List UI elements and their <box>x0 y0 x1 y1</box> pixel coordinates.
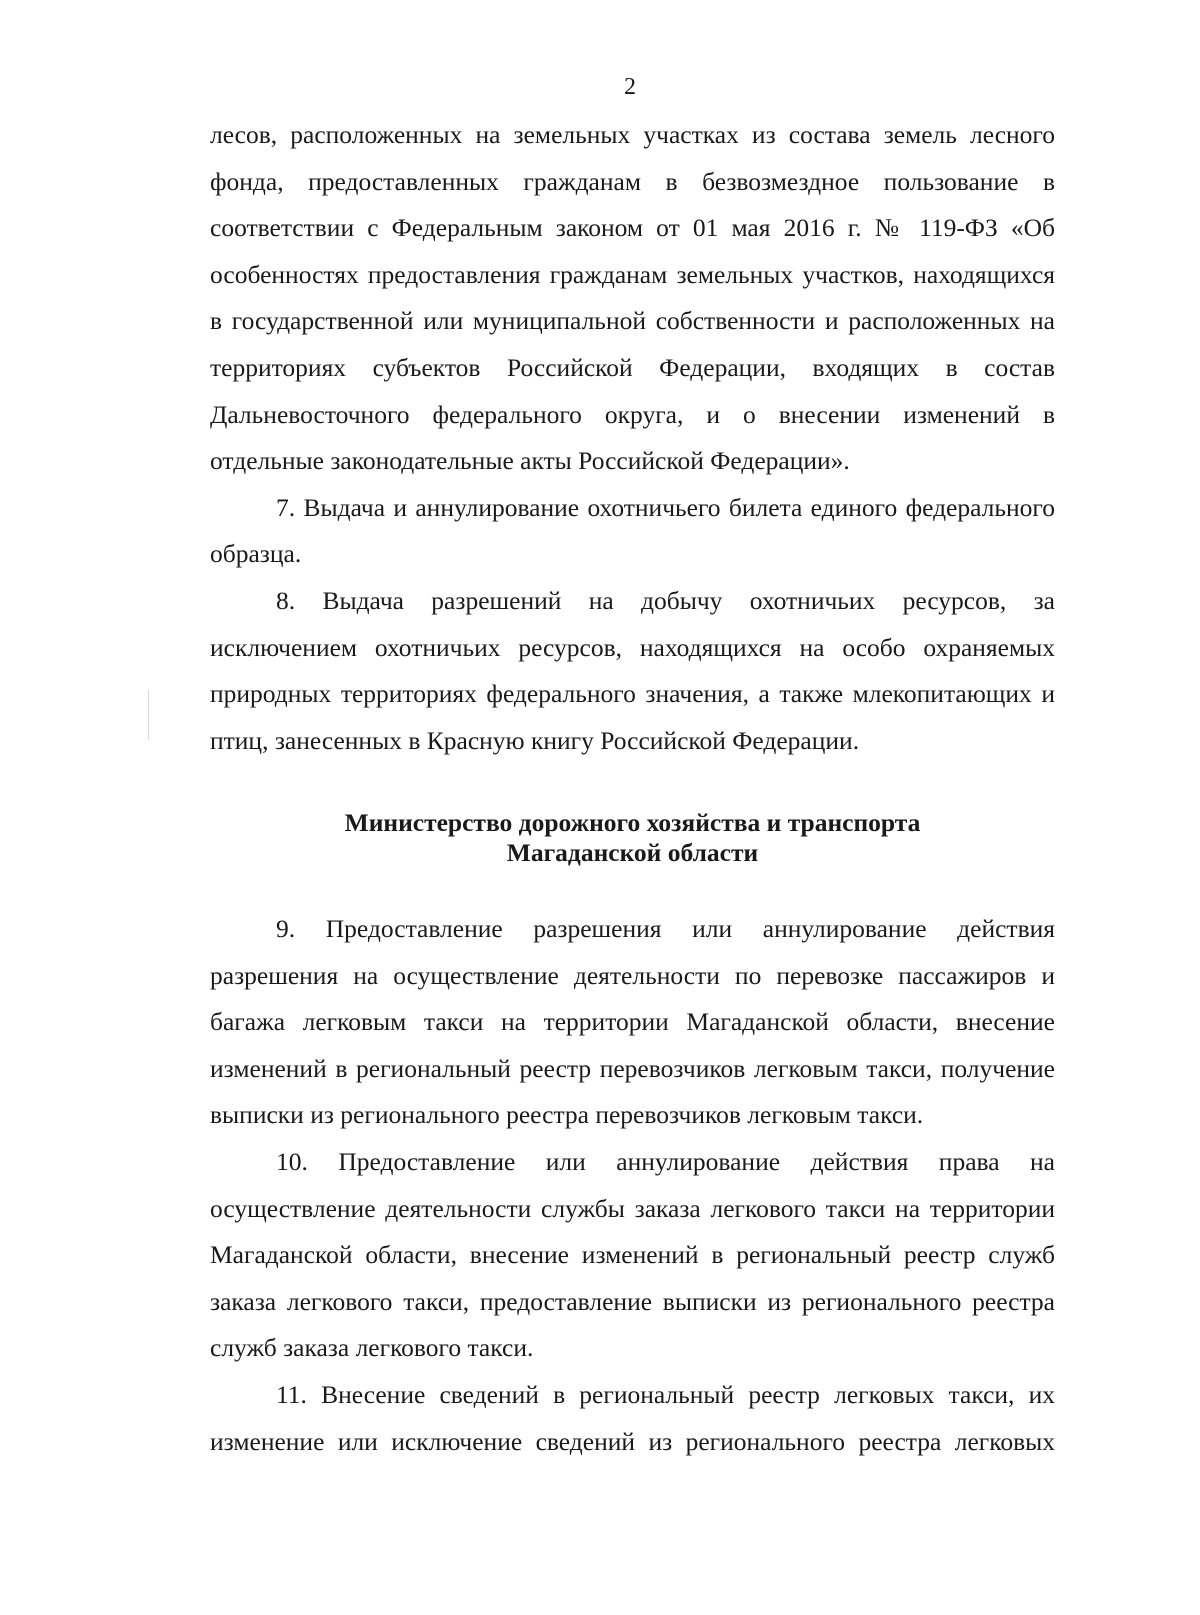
paragraph-item-9: 9. Предоставление разрешения или аннулирование действия разрешения на осуществление деятельности по перевозке пассажиров и багажа легковым такси на территории Магаданской области, внесение изменений в региональный реестр перевозчиков легковым такси, получение выписки из регионального реестра перевозчиков легковым такси. <box>210 914 1055 1130</box>
paragraph-item-7: 7. Выдача и аннулирование охотничьего билета единого федерального образца. <box>210 492 1055 569</box>
scan-margin-mark <box>148 690 149 740</box>
section-heading <box>210 808 1055 868</box>
section-heading-line-1: Министерство дорожного хозяйства и транспорта <box>344 808 921 837</box>
paragraph-item-11: 11. Внесение сведений в региональный реестр легковых такси, их изменение или исключение сведений из регионального реестра легковых <box>210 1379 1055 1456</box>
page-number: 2 <box>624 74 636 100</box>
paragraph-item-8: 8. Выдача разрешений на добычу охотничьих ресурсов, за исключением охотничьих ресурсов, находящихся на особо охраняемых природных территориях федерального значения, а также млекопитающих и птиц, занесенных в Красную книгу Российской Федерации. <box>210 585 1055 755</box>
paragraph-continuation: лесов, расположенных на земельных участках из состава земель лесного фонда, предоставленных гражданам в безвозмездное пользование в соответствии с Федеральным законом от 01 мая 2016 г. № 119-ФЗ «Об особенностях предоставления гражданам земельных участков, находящихся в государственной или муниципальной собственности и расположенных на территориях субъектов Российской Федерации, входящих в состав Дальневосточного федерального округа, и о внесении изменений в отдельные законодательные акты Российской Федерации». <box>210 120 1055 476</box>
body-text-top <box>210 112 1055 764</box>
body-text-section <box>210 906 1055 1465</box>
paragraph-item-10: 10. Предоставление или аннулирование действия права на осуществление деятельности службы заказа легкового такси на территории Магаданской области, внесение изменений в региональный реестр служб заказа легкового такси, предоставление выписки из регионального реестра служб заказа легкового такси. <box>210 1146 1055 1363</box>
section-heading-line-2: Магаданской области <box>506 838 759 867</box>
